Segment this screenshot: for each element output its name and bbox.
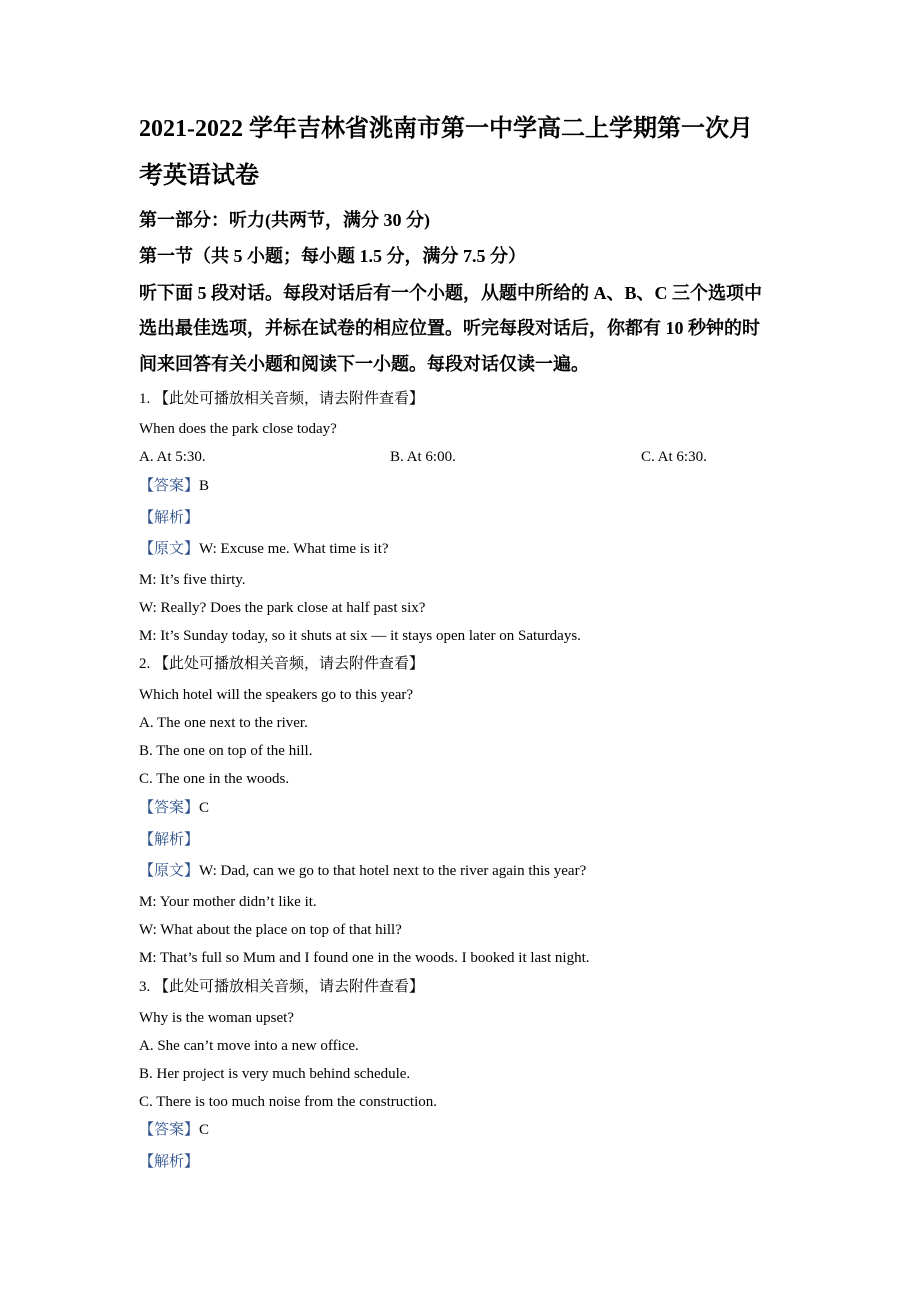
question-1-transcript-line-2: M: It’s five thirty. [139,572,246,588]
question-1-analysis-label: 【解析】 [139,510,200,526]
original-label: 【原文】 [139,541,200,557]
answer-label: 【答案】 [139,800,200,816]
question-3-header: 3. 【此处可播放相关音频，请去附件查看】 [139,979,425,995]
question-3-text: Why is the woman upset? [139,1010,294,1026]
answer-value: B [199,478,210,494]
question-1-text: When does the park close today? [139,421,337,437]
question-1-option-b: B. At 6:00. [390,449,456,465]
question-2-option-c: C. The one in the woods. [139,771,290,787]
instructions-line-3: 间来回答有关小题和阅读下一小题。每段对话仅读一遍。 [139,354,589,374]
question-2-transcript-line-2: M: Your mother didn’t like it. [139,894,317,910]
answer-value: C [199,800,210,816]
question-1-transcript-line-4: M: It’s Sunday today, so it shuts at six — it stays open later on Saturdays. [139,628,581,644]
question-1-option-c: C. At 6:30. [641,449,707,465]
original-label: 【原文】 [139,863,200,879]
part-heading: 第一部分：听力(共两节，满分 30 分) [139,210,430,230]
question-1-transcript-line-1 [139,540,389,558]
question-2-transcript-line-3: W: What about the place on top of that hill? [139,922,402,938]
transcript-text: W: Excuse me. What time is it? [199,541,389,557]
question-2-option-b: B. The one on top of the hill. [139,743,313,759]
question-3-answer [139,1121,209,1139]
document-title-line-1: 2021-2022 学年吉林省洮南市第一中学高二上学期第一次月 [139,116,753,142]
answer-label: 【答案】 [139,478,200,494]
answer-value: C [199,1122,210,1138]
question-2-option-a: A. The one next to the river. [139,715,308,731]
question-2-transcript-line-1 [139,862,586,880]
question-2-text: Which hotel will the speakers go to this year? [139,687,414,703]
instructions-line-1: 听下面 5 段对话。每段对话后有一个小题，从题中所给的 A、B、C 三个选项中 [139,283,763,303]
question-2-answer [139,799,209,817]
question-1-transcript-line-3: W: Really? Does the park close at half past six? [139,600,426,616]
transcript-text: W: Dad, can we go to that hotel next to the river again this year? [199,863,587,879]
question-3-option-c: C. There is too much noise from the construction. [139,1094,438,1110]
instructions-line-2: 选出最佳选项，并标在试卷的相应位置。听完每段对话后，你都有 10 秒钟的时 [139,318,760,338]
section-heading: 第一节（共 5 小题；每小题 1.5 分，满分 7.5 分） [139,246,526,266]
answer-label: 【答案】 [139,1122,200,1138]
question-1-answer [139,477,209,495]
question-1-header: 1. 【此处可播放相关音频，请去附件查看】 [139,391,425,407]
question-3-analysis-label: 【解析】 [139,1154,200,1170]
question-3-option-b: B. Her project is very much behind schedule. [139,1066,411,1082]
question-2-transcript-line-4: M: That’s full so Mum and I found one in the woods. I booked it last night. [139,950,590,966]
question-2-analysis-label: 【解析】 [139,832,200,848]
question-2-header: 2. 【此处可播放相关音频，请去附件查看】 [139,656,425,672]
document-title-line-2: 考英语试卷 [139,163,259,189]
question-1-option-a: A. At 5:30. [139,449,206,465]
question-3-option-a: A. She can’t move into a new office. [139,1038,359,1054]
